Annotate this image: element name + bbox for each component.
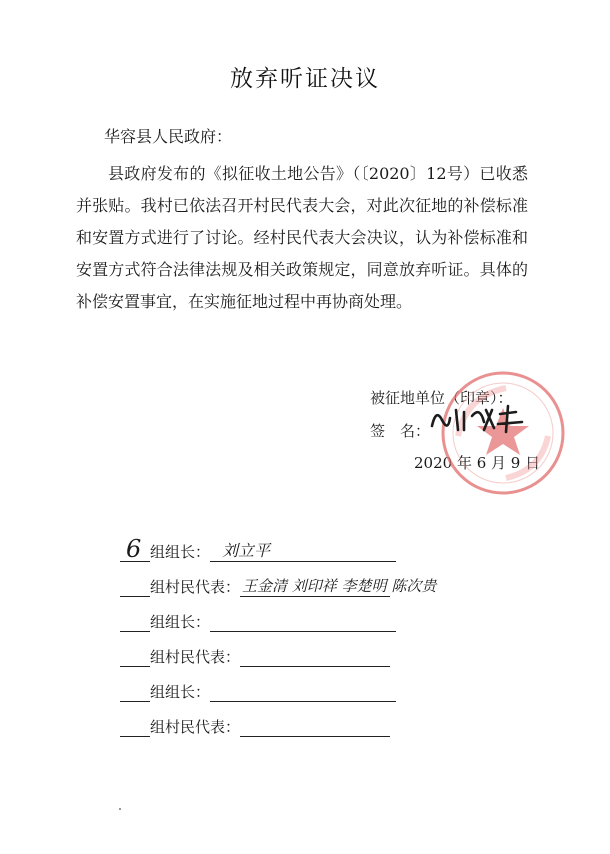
signature-field[interactable] xyxy=(240,648,390,667)
group-number-field[interactable]: 6 xyxy=(120,543,150,562)
group-row-label: 组村民代表： xyxy=(150,718,241,736)
group-row-label: 组组长： xyxy=(150,613,211,631)
unit-seal-label: 被征地单位（印章）： xyxy=(370,389,513,407)
group-number-field[interactable] xyxy=(120,683,150,702)
group-row-3 xyxy=(120,606,396,632)
signature-scribble xyxy=(428,402,528,436)
group-row-6 xyxy=(120,711,390,737)
group-row-4 xyxy=(120,641,390,667)
group-row-1 xyxy=(120,536,396,562)
group-number-field[interactable] xyxy=(120,578,150,597)
sign-label: 签 名： xyxy=(370,422,431,440)
group-row-label: 组组长： xyxy=(150,543,211,561)
group-number-field[interactable] xyxy=(120,718,150,737)
group-row-label: 组村民代表： xyxy=(150,578,241,596)
signature-field[interactable]: 刘立平 xyxy=(210,543,396,562)
group-row-2 xyxy=(120,571,437,597)
group-number-field[interactable] xyxy=(120,648,150,667)
group-row-label: 组组长： xyxy=(150,683,211,701)
group-number-field[interactable] xyxy=(120,613,150,632)
document-title: 放弃听证决议 xyxy=(230,66,380,92)
body-paragraph: 县政府发布的《拟征收土地公告》（〔2020〕12号）已收悉并张贴。我村已依法召开村民代表大会，对此次征地的补偿标准和安置方式进行了讨论。经村民代表大会决议，认为补偿标准和安置方式符合法律法规及相关政策规定，同意放弃听证。具体的补偿安置事宜，在实施征地过程中再协商处理。 xyxy=(76,164,528,311)
signature-field[interactable] xyxy=(210,613,396,632)
scan-speck xyxy=(119,808,121,810)
group-row-5 xyxy=(120,676,396,702)
signature-field[interactable] xyxy=(210,683,396,702)
signature-field[interactable]: 王金清 刘印祥 李楚明 陈次贵 xyxy=(242,577,437,595)
signature-field[interactable] xyxy=(240,718,390,737)
addressee: 华容县人民政府： xyxy=(104,127,233,146)
document-date: 2020 年 6 月 9 日 xyxy=(414,454,541,472)
group-row-label: 组村民代表： xyxy=(150,648,241,666)
